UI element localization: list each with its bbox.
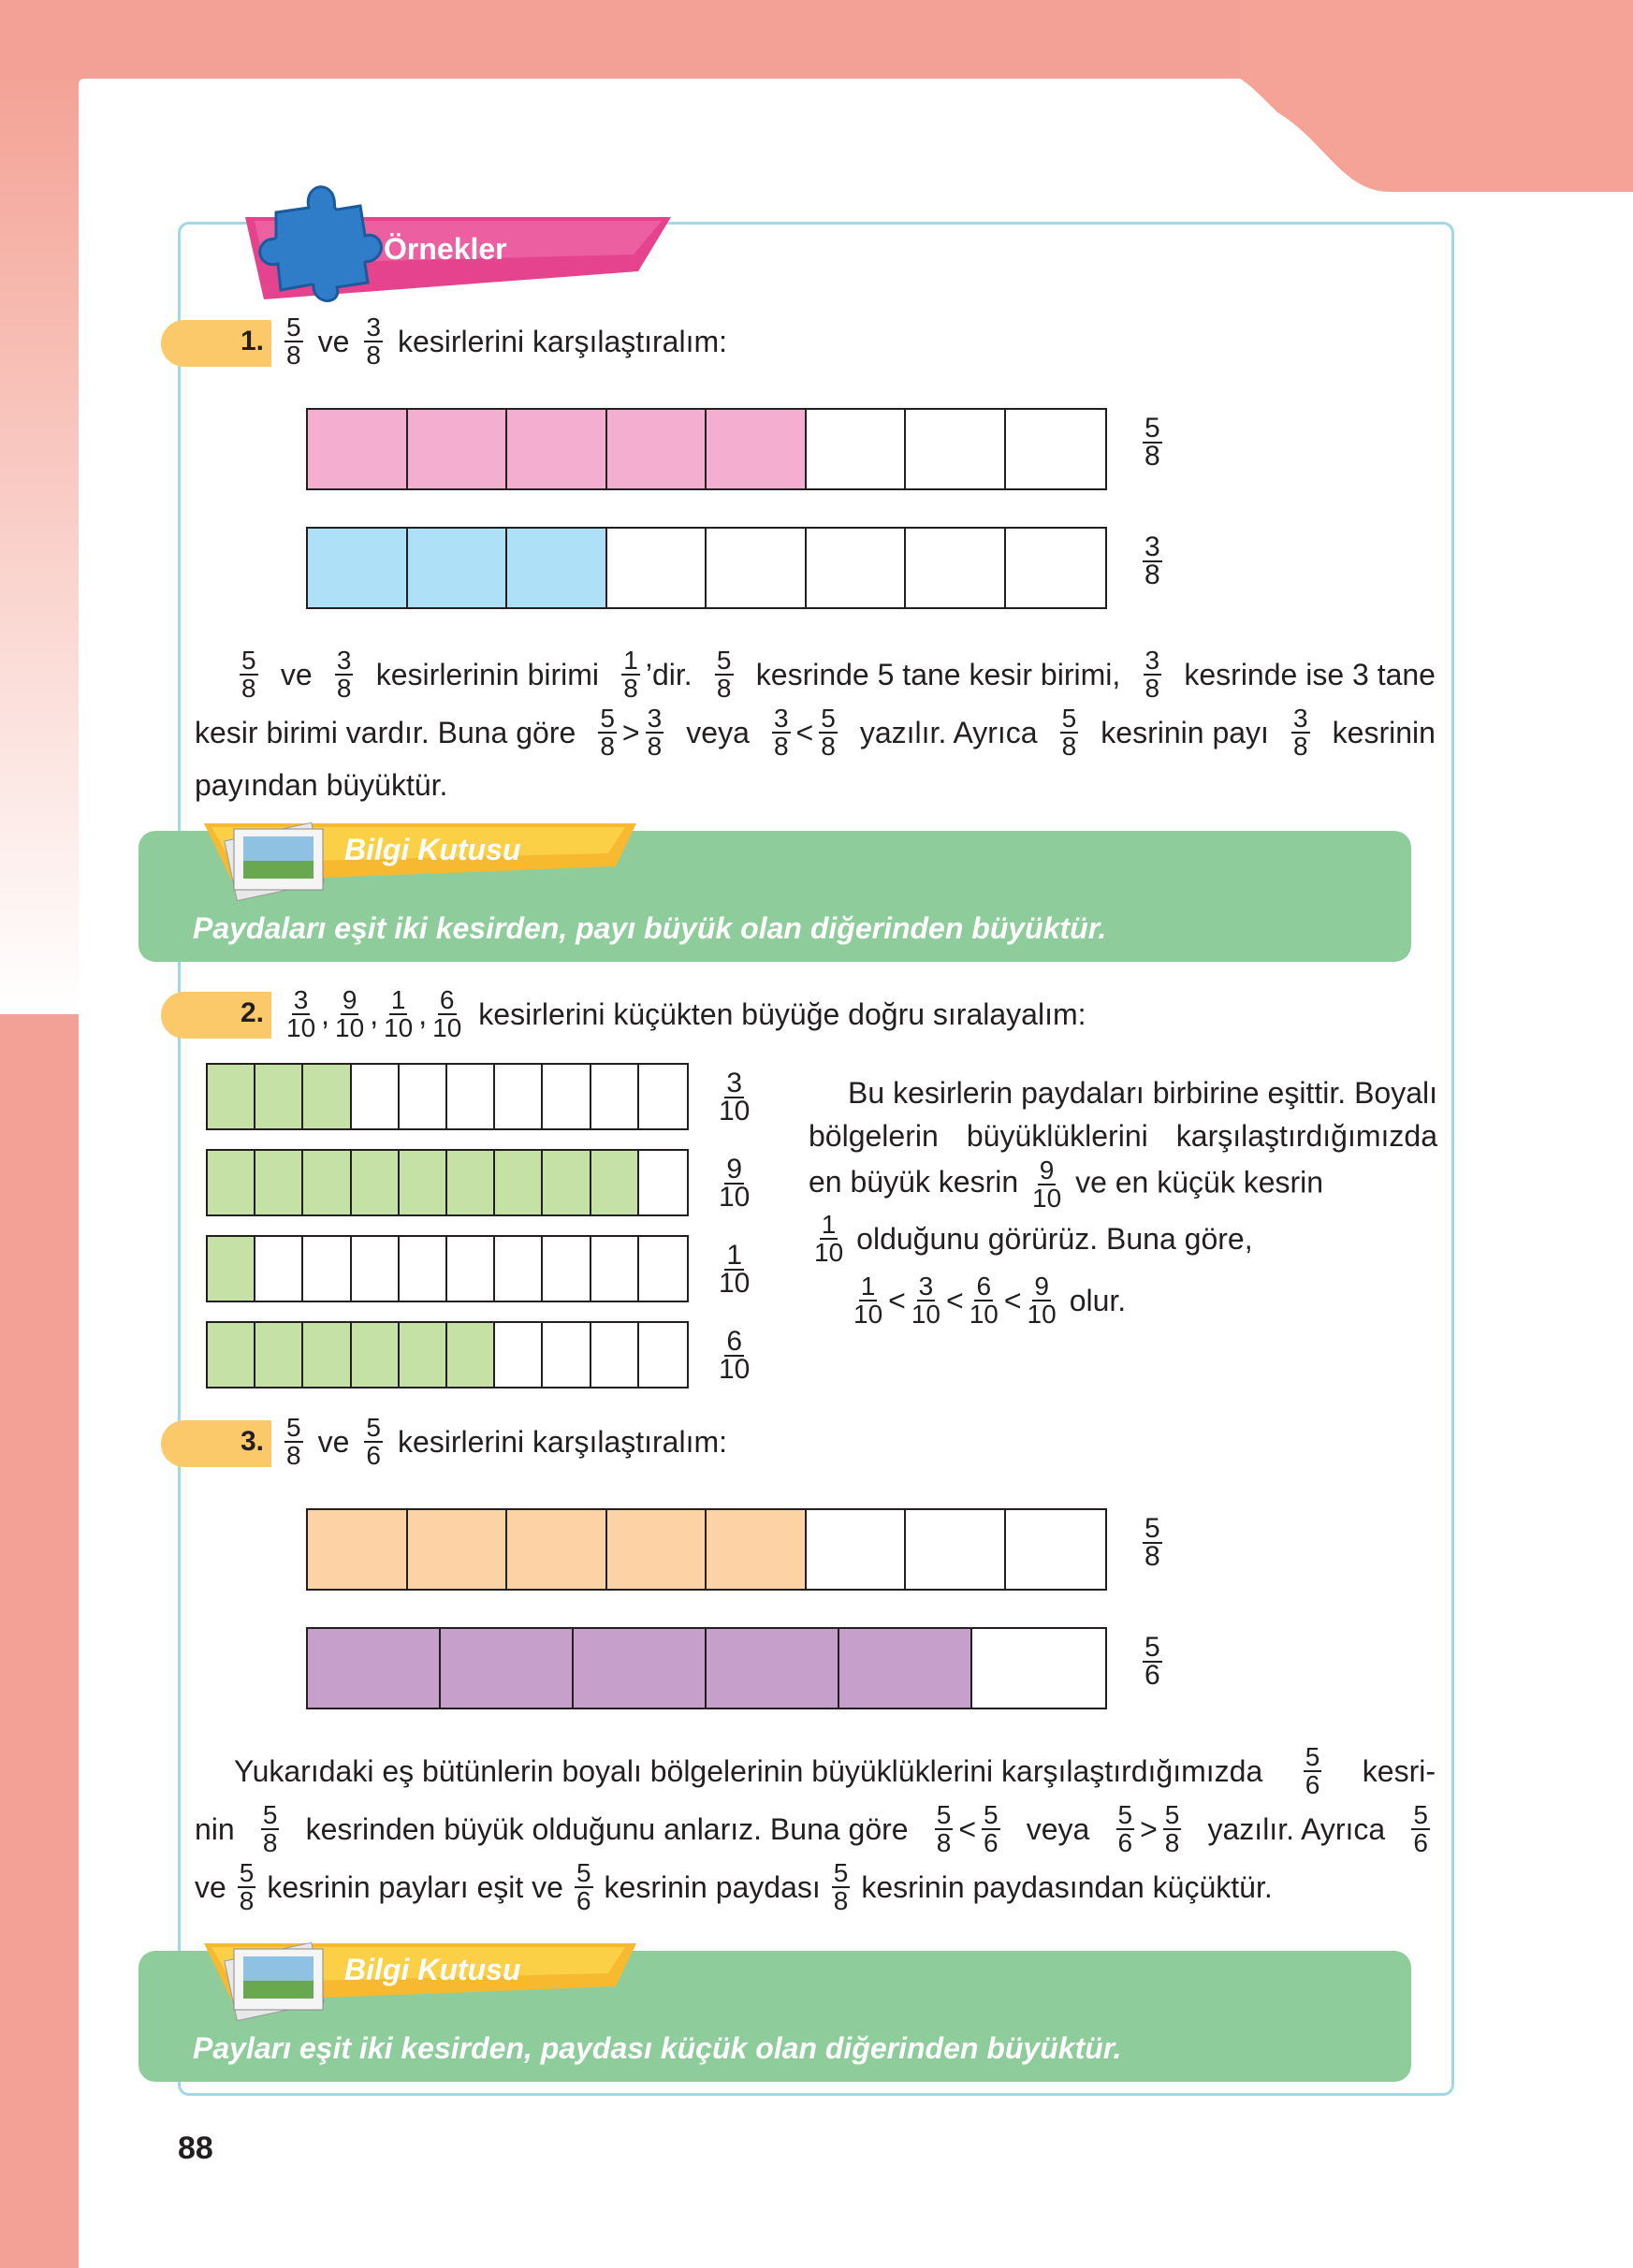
filled-part <box>255 1151 303 1214</box>
empty-part <box>639 1151 687 1214</box>
empty-part <box>906 529 1006 607</box>
filled-part <box>607 410 707 488</box>
fraction-bar-label: $\frac{5}{6}$ <box>1145 1632 1160 1691</box>
filled-part <box>308 1629 441 1708</box>
empty-part <box>495 1065 543 1128</box>
filled-part <box>308 1510 408 1589</box>
fraction-bar-label: $\frac{3}{10}$ <box>719 1068 751 1127</box>
empty-part <box>807 529 907 607</box>
page-title: Örnekler <box>384 232 507 266</box>
empty-part <box>906 1510 1006 1589</box>
example-number-tab <box>161 320 271 367</box>
filled-part <box>447 1323 495 1387</box>
filled-part <box>574 1629 707 1708</box>
filled-part <box>308 410 408 488</box>
fraction-bar <box>206 1235 689 1302</box>
filled-part <box>507 410 607 488</box>
example1-prompt: $\frac{5}{8}$ ve $\frac{3}{8}$ kesirlerini karşılaştıralım: <box>286 313 728 370</box>
empty-part <box>495 1237 543 1301</box>
fraction-bar <box>306 1508 1107 1591</box>
example3-explanation: Yukarıdaki eş bütünlerin boyalı bölgelerinin büyüklüklerini karşılaştırdığımızda $\frac{5}{6}$ kesri- nin $\frac{5}{8}$ kesrinden büyük olduğunu anlarız. Buna göre $\frac{5}{8}$ < $\frac{5}{6}$ veya $\frac{5}{6}$ > $\frac{5}{8}$ yazılır. Ayrıca $\frac{5}{6}$ ve $\frac{5}{8}$ kesrinin payları eşit ve $\frac{5}{6}$ kesrinin paydası $\frac{5}{8}$ kesrinin paydasından küçüktür. <box>195 1742 1436 1915</box>
filled-part <box>255 1065 303 1128</box>
fraction-bar-label: $\frac{3}{8}$ <box>1145 531 1160 590</box>
fraction-bar-label: $\frac{1}{10}$ <box>719 1240 751 1299</box>
example1-explanation: $\frac{5}{8}$ ve $\frac{3}{8}$ kesirlerinin birimi $\frac{1}{8}$ ’dir. $\frac{5}{8}$ kesrinde 5 tane kesir birimi, $\frac{3}{8}$ kesrinde ise 3 tane kesir birimi vardır. Buna göre $\frac{5}{8}$ > $\frac{3}{8}$ veya $\frac{3}{8}$ < $\frac{5}{8}$ yazılır. Ayrıca $\frac{5}{8}$ kesrinin payı $\frac{3}{8}$ kesrinin payından büyüktür. <box>195 646 1436 802</box>
empty-part <box>447 1237 495 1301</box>
empty-part <box>639 1065 687 1128</box>
filled-part <box>839 1629 972 1708</box>
example3-prompt: $\frac{5}{8}$ ve $\frac{5}{6}$ kesirlerini karşılaştıralım: <box>286 1413 728 1470</box>
fraction-bar <box>306 408 1107 490</box>
empty-part <box>707 529 807 607</box>
filled-part <box>208 1065 255 1128</box>
empty-part <box>400 1065 447 1128</box>
fraction: $\frac{3}{8}$ <box>366 313 381 370</box>
filled-part <box>495 1151 543 1214</box>
example-number-tab <box>161 1420 271 1467</box>
filled-part <box>208 1323 255 1387</box>
fraction-bar <box>206 1063 689 1130</box>
filled-part <box>507 529 607 607</box>
fraction-bar-label: $\frac{5}{8}$ <box>1145 1513 1160 1572</box>
empty-part <box>447 1065 495 1128</box>
filled-part <box>447 1151 495 1214</box>
filled-part <box>208 1151 255 1214</box>
filled-part <box>303 1151 351 1214</box>
filled-part <box>707 1510 807 1589</box>
empty-part <box>807 1510 907 1589</box>
empty-part <box>591 1323 639 1387</box>
filled-part <box>303 1323 351 1387</box>
filled-part <box>507 1510 607 1589</box>
empty-part <box>972 1629 1105 1708</box>
empty-part <box>1006 1510 1106 1589</box>
info-box-title: Bilgi Kutusu <box>344 1953 521 1986</box>
fraction-bar <box>206 1321 689 1388</box>
filled-part <box>707 1629 839 1708</box>
fraction-bar <box>306 1627 1107 1709</box>
photo-stack-icon <box>211 1932 342 2026</box>
filled-part <box>352 1151 400 1214</box>
info-box-text: Paydaları eşit iki kesirden, payı büyük olan diğerinden büyüktür. <box>193 911 1107 945</box>
filled-part <box>607 1510 707 1589</box>
fraction-bar-label: $\frac{6}{10}$ <box>719 1326 751 1385</box>
filled-part <box>408 1510 508 1589</box>
example2-prompt: $\frac{3}{10}$ , $\frac{9}{10}$ , $\frac{1}{10}$ , $\frac{6}{10}$ kesirlerini küçükten büyüğe doğru sıralayalım: <box>286 985 1086 1042</box>
example2-explanation: Bu kesirlerin paydaları birbirine eşittir. Boyalı bölgelerin büyüklüklerini karşılaştırdığımızda en büyük kesrin $\frac{9}{10}$ ve en küçük kesrin $\frac{1}{10}$ olduğunu görürüz. Buna göre, $\frac{1}{10}$ < $\frac{3}{10}$ < $\frac{6}{10}$ < $\frac{9}{10}$ olur. <box>809 1076 1437 1329</box>
filled-part <box>400 1151 447 1214</box>
corner-wave <box>1240 0 1633 201</box>
empty-part <box>639 1237 687 1301</box>
fraction-bar-label: $\frac{9}{10}$ <box>719 1154 751 1213</box>
empty-part <box>400 1237 447 1301</box>
filled-part <box>255 1323 303 1387</box>
photo-stack-icon <box>211 812 342 906</box>
filled-part <box>591 1151 639 1214</box>
empty-part <box>906 410 1006 488</box>
empty-part <box>607 529 707 607</box>
filled-part <box>543 1151 591 1214</box>
empty-part <box>543 1323 591 1387</box>
empty-part <box>543 1237 591 1301</box>
filled-part <box>408 529 508 607</box>
fraction-bar <box>206 1149 689 1216</box>
filled-part <box>441 1629 574 1708</box>
filled-part <box>400 1323 447 1387</box>
filled-part <box>707 410 807 488</box>
empty-part <box>639 1323 687 1387</box>
example-number: 3. <box>240 1426 264 1457</box>
example-number: 2. <box>240 997 264 1028</box>
empty-part <box>1006 410 1106 488</box>
empty-part <box>591 1065 639 1128</box>
filled-part <box>208 1237 255 1301</box>
empty-part <box>1006 529 1106 607</box>
fraction-bar-label: $\frac{5}{8}$ <box>1145 413 1160 472</box>
filled-part <box>303 1065 351 1128</box>
empty-part <box>591 1237 639 1301</box>
empty-part <box>495 1323 543 1387</box>
fraction-bar <box>306 527 1107 609</box>
page-number: 88 <box>178 2130 213 2166</box>
example-number: 1. <box>240 326 264 356</box>
info-box-text: Payları eşit iki kesirden, paydası küçük olan diğerinden büyüktür. <box>193 2031 1122 2065</box>
empty-part <box>352 1237 400 1301</box>
empty-part <box>352 1065 400 1128</box>
empty-part <box>303 1237 351 1301</box>
filled-part <box>308 529 408 607</box>
puzzle-icon <box>248 180 388 306</box>
info-box-title: Bilgi Kutusu <box>344 833 521 866</box>
empty-part <box>255 1237 303 1301</box>
filled-part <box>408 410 508 488</box>
filled-part <box>352 1323 400 1387</box>
left-gradient <box>0 79 79 1014</box>
empty-part <box>807 410 907 488</box>
fraction: $\frac{5}{8}$ <box>286 313 301 370</box>
example-number-tab <box>161 992 271 1039</box>
empty-part <box>543 1065 591 1128</box>
